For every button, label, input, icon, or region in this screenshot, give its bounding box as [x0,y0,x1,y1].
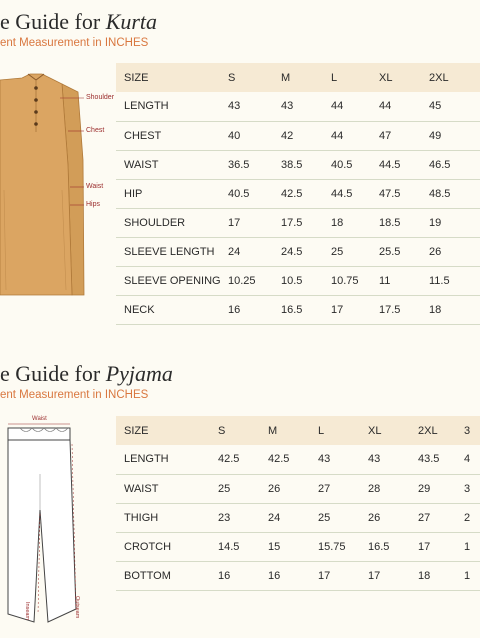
table-row [116,474,480,503]
row-label: NECK [116,295,228,324]
table-row [116,179,480,208]
kurta-figure [0,70,115,310]
header-xl: XL [379,63,429,92]
chest-label: Chest [86,127,105,134]
cell: 16.5 [281,295,331,324]
cell: 10.5 [281,266,331,295]
row-label: BOTTOM [116,561,218,590]
cell: 26 [368,503,418,532]
row-label: SHOULDER [116,208,228,237]
header-l: L [318,416,368,445]
row-label: THIGH [116,503,218,532]
cell: 43 [368,445,418,474]
cell: 42.5 [268,445,318,474]
table-row [116,503,480,532]
pyjama-size-table [116,416,480,591]
pyjama-table-header [116,416,480,445]
pyjama-title-prefix: e Guide for [0,361,106,386]
table-row [116,92,480,121]
cell: 25 [218,474,268,503]
header-size: SIZE [116,416,218,445]
kurta-size-guide-title [0,9,157,35]
cell: 17 [368,561,418,590]
kurta-title-prefix: e Guide for [0,9,106,34]
cell: 44 [331,92,379,121]
cell: 18 [418,561,464,590]
table-row [116,266,480,295]
table-row [116,295,480,324]
cell: 43.5 [418,445,464,474]
table-row [116,445,480,474]
cell: 43 [281,92,331,121]
cell: 11.5 [429,266,480,295]
cell: 47 [379,121,429,150]
cell: 2 [464,503,480,532]
cell: 16 [268,561,318,590]
cell: 44 [331,121,379,150]
cell: 17 [318,561,368,590]
cell: 17.5 [379,295,429,324]
cell: 48.5 [429,179,480,208]
cell: 43 [318,445,368,474]
header-3xl-partial: 3 [464,416,480,445]
cell: 49 [429,121,480,150]
pyjama-measurement-subtitle: ent Measurement in INCHES [0,389,149,401]
cell: 15.75 [318,532,368,561]
cell: 4 [464,445,480,474]
row-label: HIP [116,179,228,208]
cell: 45 [429,92,480,121]
cell: 40.5 [331,150,379,179]
cell: 24.5 [281,237,331,266]
cell: 17.5 [281,208,331,237]
cell: 17 [228,208,281,237]
header-2xl: 2XL [418,416,464,445]
cell: 18.5 [379,208,429,237]
row-label: CHEST [116,121,228,150]
cell: 44.5 [331,179,379,208]
header-s: S [218,416,268,445]
waist-label: Waist [32,416,47,422]
cell: 46.5 [429,150,480,179]
kurta-measurement-subtitle: ent Measurement in INCHES [0,37,149,49]
pyjama-illustration [0,414,95,638]
cell: 27 [318,474,368,503]
cell: 42.5 [218,445,268,474]
cell: 26 [429,237,480,266]
pyjama-figure [0,414,95,638]
cell: 24 [268,503,318,532]
header-size: SIZE [116,63,228,92]
row-label: SLEEVE LENGTH [116,237,228,266]
cell: 28 [368,474,418,503]
row-label: CROTCH [116,532,218,561]
cell: 16.5 [368,532,418,561]
row-label: SLEEVE OPENING [116,266,228,295]
table-row [116,121,480,150]
header-l: L [331,63,379,92]
cell: 25 [331,237,379,266]
cell: 25.5 [379,237,429,266]
row-label: WAIST [116,474,218,503]
cell: 1 [464,532,480,561]
cell: 47.5 [379,179,429,208]
cell: 16 [228,295,281,324]
row-label: LENGTH [116,92,228,121]
table-row [116,237,480,266]
cell: 40 [228,121,281,150]
hips-label: Hips [86,201,101,208]
kurta-table-header [116,63,480,92]
cell: 36.5 [228,150,281,179]
header-2xl: 2XL [429,63,480,92]
cell: 29 [418,474,464,503]
cell: 18 [429,295,480,324]
cell: 10.75 [331,266,379,295]
cell: 17 [331,295,379,324]
shoulder-label: Shoulder [86,94,115,101]
pyjama-size-guide-title [0,361,173,387]
table-row [116,208,480,237]
header-m: M [268,416,318,445]
cell: 11 [379,266,429,295]
cell: 14.5 [218,532,268,561]
cell: 23 [218,503,268,532]
row-label: LENGTH [116,445,218,474]
cell: 3 [464,474,480,503]
cell: 10.25 [228,266,281,295]
waist-label: Waist [86,183,104,190]
kurta-size-table [116,63,480,325]
kurta-illustration [0,70,115,310]
cell: 1 [464,561,480,590]
cell: 26 [268,474,318,503]
table-row [116,532,480,561]
table-row [116,561,480,590]
header-s: S [228,63,281,92]
table-row [116,150,480,179]
header-m: M [281,63,331,92]
cell: 24 [228,237,281,266]
cell: 16 [218,561,268,590]
cell: 38.5 [281,150,331,179]
cell: 17 [418,532,464,561]
cell: 44.5 [379,150,429,179]
cell: 27 [418,503,464,532]
cell: 44 [379,92,429,121]
inseam-label: Inseam [24,602,30,621]
cell: 19 [429,208,480,237]
cell: 42 [281,121,331,150]
pyjama-title-garment: Pyjama [105,361,173,386]
cell: 15 [268,532,318,561]
outseam-label: Outseam [74,596,80,619]
header-xl: XL [368,416,418,445]
cell: 43 [228,92,281,121]
cell: 18 [331,208,379,237]
cell: 25 [318,503,368,532]
cell: 40.5 [228,179,281,208]
kurta-title-garment: Kurta [105,9,158,34]
cell: 42.5 [281,179,331,208]
row-label: WAIST [116,150,228,179]
